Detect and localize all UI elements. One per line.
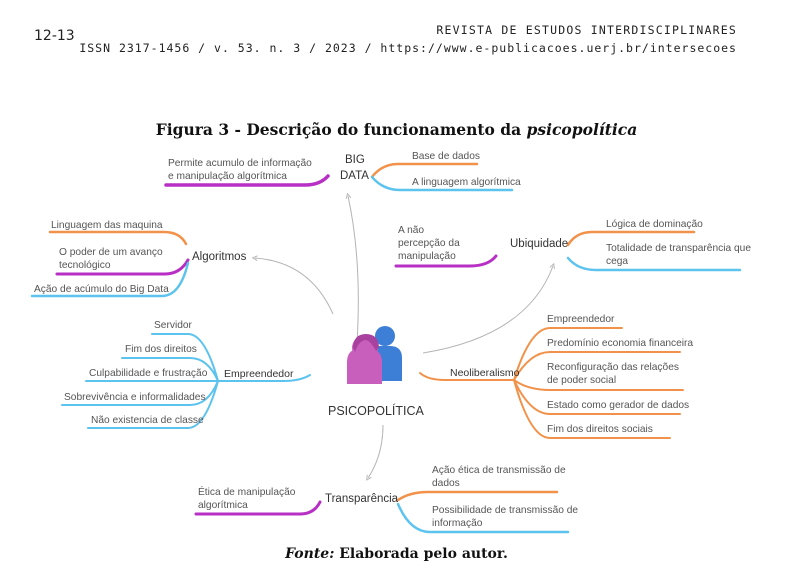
ubiquidade-right-2b: cega <box>606 256 629 267</box>
empreendedor-item-2: Fim dos direitos <box>125 344 197 355</box>
figure-caption: Fonte: Elaborada pelo autor. <box>285 546 508 562</box>
node-transparencia: Transparência <box>325 493 399 505</box>
branch-ubiquidade-totalidade <box>568 258 740 270</box>
node-empreendedor: Empreendedor <box>224 368 294 380</box>
branch-algoritmos-1 <box>50 232 186 244</box>
node-ubiquidade: Ubiquidade <box>510 238 569 250</box>
ubiquidade-left-3: manipulação <box>398 251 456 262</box>
neo-item-1: Empreendedor <box>547 314 615 325</box>
big-data-left-2: e manipulação algorítmica <box>168 171 287 182</box>
node-data: DATA <box>340 170 369 182</box>
neo-item-5: Fim dos direitos sociais <box>547 424 653 435</box>
branch-transp-acao <box>398 492 557 500</box>
algoritmos-item-3: Ação de acúmulo do Big Data <box>34 284 169 295</box>
connector-algoritmos <box>255 258 333 314</box>
neo-item-3a: Reconfiguração das relações <box>547 362 679 373</box>
empreendedor-item-1: Servidor <box>154 320 192 331</box>
center-node: PSICOPOLÍTICA <box>328 404 424 418</box>
empreendedor-item-5: Não existencia de classe <box>91 415 204 426</box>
figure-title: Figura 3 - Descrição do funcionamento da psicopolítica <box>155 120 638 139</box>
connector-ubiquidade <box>423 266 553 353</box>
big-data-left-1: Permite acumulo de informação <box>168 158 312 169</box>
ubiquidade-left-2: percepção da <box>398 238 460 249</box>
page-number: 12-13 <box>34 28 75 44</box>
algoritmos-item-2a: O poder de um avanço <box>59 247 163 258</box>
empreendedor-item-3: Culpabilidade e frustração <box>89 368 208 379</box>
neo-item-3b: de poder social <box>547 375 617 386</box>
branch-big-data-base <box>372 164 477 177</box>
journal-title: REVISTA DE ESTUDOS INTERDISCIPLINARES <box>436 23 737 37</box>
transparencia-left-2: algorítmica <box>198 500 248 511</box>
neo-item-4: Estado como gerador de dados <box>547 400 690 411</box>
neo-item-2: Predomínio economia financeira <box>547 338 694 349</box>
transparencia-right-1a: Ação ética de transmissão de <box>432 465 566 476</box>
transparencia-right-1b: dados <box>432 478 460 489</box>
issn-line: ISSN 2317-1456 / v. 53. n. 3 / 2023 / https://www.e-publicacoes.uerj.br/intersecoes <box>79 41 737 55</box>
algoritmos-item-1: Linguagem das maquina <box>51 220 163 231</box>
empreendedor-item-4: Sobrevivência e informalidades <box>64 392 206 403</box>
ubiquidade-right-2a: Totalidade de transparência que <box>606 243 751 254</box>
transparencia-right-2a: Possibilidade de transmissão de <box>432 505 579 516</box>
node-neoliberalismo: Neoliberalismo <box>450 367 520 379</box>
transparencia-right-2b: informação <box>432 518 483 529</box>
big-data-right-2: A linguagem algorítmica <box>412 177 521 188</box>
ubiquidade-left-1: A não <box>398 225 425 236</box>
ubiquidade-right-1: Lógica de dominação <box>606 219 703 230</box>
users-icon <box>347 326 402 384</box>
node-algoritmos: Algoritmos <box>192 251 247 263</box>
algoritmos-item-2b: tecnológico <box>59 260 111 271</box>
transparencia-left-1: Ética de manipulação <box>198 487 296 498</box>
big-data-right-1: Base de dados <box>412 151 480 162</box>
connector-transparencia <box>368 425 383 478</box>
connector-big-data <box>348 196 358 343</box>
node-big: BIG <box>345 154 365 166</box>
